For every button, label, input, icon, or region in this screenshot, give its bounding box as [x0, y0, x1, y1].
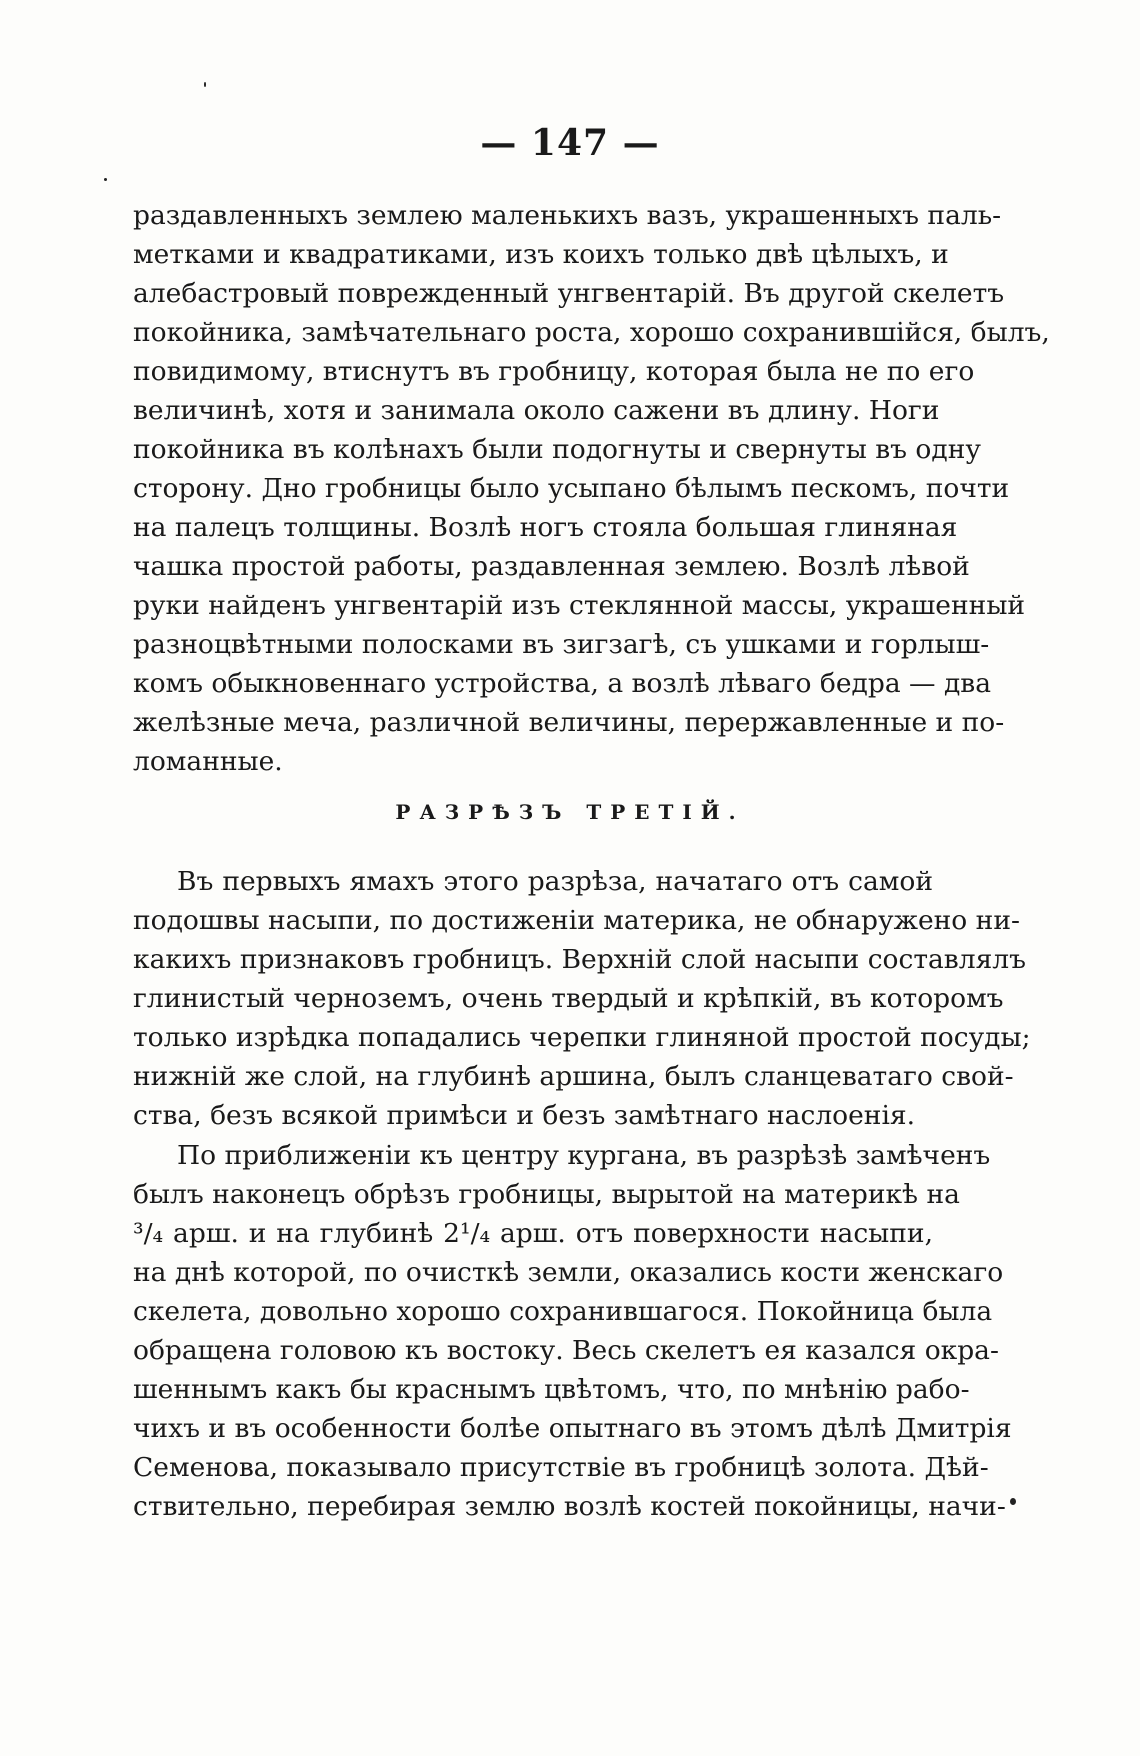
- text-line: чашка простой работы, раздавленная землею. Возлѣ лѣвой: [133, 551, 970, 582]
- text-line: какихъ признаковъ гробницъ. Верхній слой насыпи составлялъ: [133, 944, 1026, 975]
- text-line: обращена головою къ востоку. Весь скелетъ ея казался окра-: [133, 1335, 999, 1366]
- text-line: покойника, замѣчательнаго роста, хорошо сохранившійся, былъ,: [133, 317, 1050, 348]
- text-line: только изрѣдка попадались черепки глиняной простой посуды;: [133, 1022, 1031, 1053]
- paragraph-2: [133, 862, 1031, 1135]
- text-line: ломанные.: [133, 746, 283, 777]
- text-line: повидимому, втиснутъ въ гробницу, которая была не по его: [133, 356, 975, 387]
- ink-speck: [104, 178, 107, 181]
- text-line: Въ первыхъ ямахъ этого разрѣза, начатаго отъ самой: [177, 866, 933, 897]
- text-line: былъ наконецъ обрѣзъ гробницы, вырытой на материкѣ на: [133, 1179, 960, 1210]
- text-line: алебастровый поврежденный унгвентарій. Въ другой скелетъ: [133, 278, 1005, 309]
- text-line: подошвы насыпи, по достиженіи материка, не обнаружено ни-: [133, 905, 1020, 936]
- text-line: шеннымъ какъ бы краснымъ цвѣтомъ, что, по мнѣнію рабо-: [133, 1374, 970, 1405]
- text-line: сторону. Дно гробницы было усыпано бѣлымъ пескомъ, почти: [133, 473, 1010, 504]
- text-line: чихъ и въ особенности болѣе опытнаго въ этомъ дѣлѣ Дмитрія: [133, 1413, 1012, 1444]
- text-line: скелета, довольно хорошо сохранившагося. Покойница была: [133, 1296, 993, 1327]
- text-line: желѣзные меча, различной величины, перержавленные и по-: [133, 707, 1005, 738]
- text-line: величинѣ, хотя и занимала около сажени въ длину. Ноги: [133, 395, 940, 426]
- text-line: ³/₄ арш. и на глубинѣ 2¹/₄ арш. отъ поверхности насыпи,: [133, 1218, 933, 1249]
- text-line: ствительно, перебирая землю возлѣ костей покойницы, начи-: [133, 1491, 1006, 1522]
- text-line: на днѣ которой, по очисткѣ земли, оказались кости женскаго: [133, 1257, 1004, 1288]
- ink-speck: [1010, 1498, 1016, 1505]
- text-line: руки найденъ унгвентарій изъ стеклянной массы, украшенный: [133, 590, 1026, 621]
- page-number: — 147 —: [480, 122, 660, 164]
- text-line: глинистый черноземъ, очень твердый и крѣпкій, въ которомъ: [133, 983, 1004, 1014]
- text-line: раздавленныхъ землею маленькихъ вазъ, украшенныхъ паль-: [133, 200, 1002, 231]
- text-line: метками и квадратиками, изъ коихъ только двѣ цѣлыхъ, и: [133, 239, 949, 270]
- text-line: По приближеніи къ центру кургана, въ разрѣзѣ замѣченъ: [177, 1140, 991, 1171]
- text-line: покойника въ колѣнахъ были подогнуты и свернуты въ одну: [133, 434, 981, 465]
- paragraph-1: [133, 196, 1050, 781]
- text-line: разноцвѣтными полосками въ зигзагѣ, съ ушками и горлыш-: [133, 629, 990, 660]
- text-line: нижній же слой, на глубинѣ аршина, былъ сланцеватаго свой-: [133, 1061, 1014, 1092]
- ink-speck: [204, 82, 206, 87]
- text-line: Семенова, показывало присутствіе въ гробницѣ золота. Дѣй-: [133, 1452, 989, 1483]
- text-line: на палецъ толщины. Возлѣ ногъ стояла большая глиняная: [133, 512, 958, 543]
- paragraph-3: [133, 1136, 1012, 1526]
- text-line: ства, безъ всякой примѣси и безъ замѣтнаго наслоенія.: [133, 1100, 916, 1131]
- section-heading: РАЗРѢЗЪ ТРЕТІЙ.: [395, 800, 745, 824]
- text-line: комъ обыкновеннаго устройства, а возлѣ лѣваго бедра — два: [133, 668, 992, 699]
